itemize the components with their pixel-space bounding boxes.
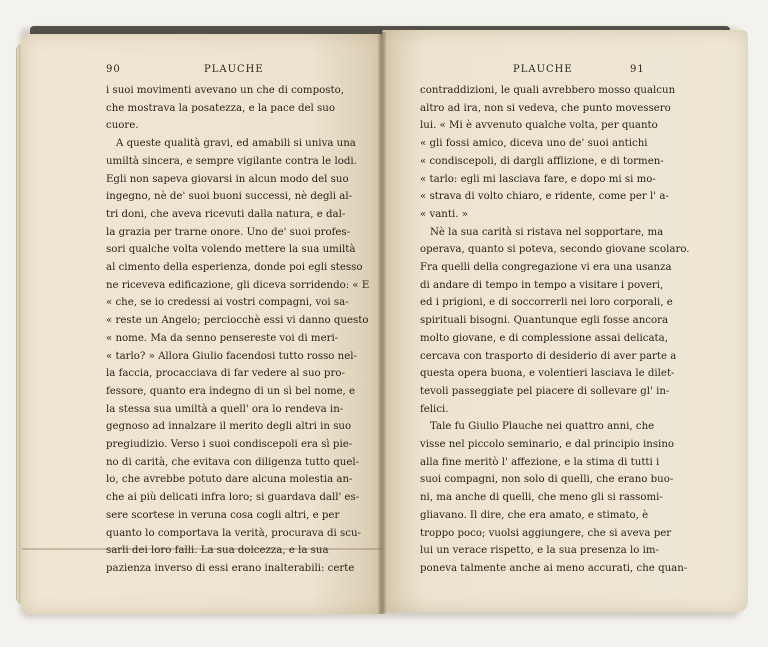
text-line: Fra quelli della congregazione vi era una usanza [420,262,672,274]
text-line: « tarlo? » Allora Giulio facendosi tutto rosso nel- [106,350,357,362]
text-line: quanto lo comportava la verità, procurava di scu- [106,527,361,539]
right-page-text [420,82,690,578]
text-line: gliavano. Il dire, che era amato, e stimato, è [420,509,649,521]
text-line: A queste qualità gravi, ed amabili si univa una [116,138,356,150]
text-line: cuore. [106,120,139,132]
text-line: lui. « Mi è avvenuto qualche volta, per quanto [420,120,658,132]
text-line: visse nel piccolo seminario, e dal principio insino [420,439,675,451]
text-line: cercava con trasporto di desiderio di aver parte a [420,350,677,362]
text-line: troppo poco; vuolsi aggiungere, che si aveva per [420,527,672,539]
text-line: « gli fossi amico, diceva uno de' suoi antichi [420,138,648,150]
text-line: pazienza inverso di essi erano inalterabili: certe [106,562,355,574]
text-line: fessore, quanto era indegno di un sì bel nome, e [106,385,356,397]
text-line: molto giovane, e di complessione assai delicata, [420,332,668,344]
left-running-head: PLAUCHE [204,64,264,75]
text-line: ingegno, nè de' suoi buoni successi, nè degli al- [106,191,353,203]
text-line: sere scortese in veruna cosa cogli altri, e per [106,509,340,521]
text-line: ni, ma anche di quelli, che meno gli si rassomi- [420,492,663,504]
text-line: suoi compagni, non solo di quelli, che erano buo- [420,474,674,486]
text-line: « tarlo: egli mi lasciava fare, e dopo mi si mo- [420,173,656,185]
text-line: questa opera buona, e volentieri lasciava le dilet- [420,368,675,380]
text-line: che mostrava la posatezza, e la pace del suo [106,102,335,114]
text-line: umiltà sincera, e sempre vigilante contra le lodi. [106,155,357,167]
text-line: spirituali bisogni. Quantunque egli fosse ancora [420,315,669,327]
right-running-head: PLAUCHE [513,64,573,75]
text-line: al cimento della esperienza, donde poi egli stesso [106,262,363,274]
text-line: operava, quanto si poteva, secondo giovane scolaro. [420,244,690,256]
text-line: sori qualche volta volendo mettere la sua umiltà [106,244,356,256]
text-line: « reste un Angelo; perciocchè essi vi danno questo [106,315,369,327]
text-line: contraddizioni, le quali avrebbero mosso qualcun [420,85,676,96]
text-line: altro ad ira, non si vedeva, che punto movessero [420,102,671,114]
text-line: lo, che avrebbe potuto dare alcuna molestia an- [106,474,353,486]
text-line: « che, se io credessi ai vostri compagni, voi sa- [106,297,349,309]
text-line: alla fine meritò l' affezione, e la stima di tutti i [420,456,660,468]
text-line: « vanti. » [420,208,468,220]
text-line: tri doni, che aveva ricevuti dalla natura, e dal- [106,208,346,220]
text-line: ne riceveva edificazione, gli diceva sorridendo: « E [106,279,370,291]
text-line: tevoli passeggiate pel piacere di sollevare gl' in- [420,385,670,397]
text-line: poneva talmente anche ai meno accurati, che quan- [420,562,688,574]
text-line: pregiudizio. Verso i suoi condiscepoli era sì pie- [106,439,353,451]
text-line: felici. [420,403,449,415]
right-page-number: 91 [630,64,645,75]
text-line: i suoi movimenti avevano un che di composto, [106,85,344,96]
text-line: no di carità, che evitava con diligenza tutto quel- [106,456,360,468]
text-line: Egli non sapeva giovarsi in alcun modo del suo [106,173,349,185]
text-line: lui un verace rispetto, e la sua presenza lo im- [420,545,659,557]
text-line: la faccia, procacciava di far vedere al suo pro- [106,368,345,380]
text-line: « nome. Ma da senno pensereste voi di meri- [106,332,339,344]
text-line: la stessa sua umiltà a quell' ora lo rendeva in- [106,403,344,415]
text-line: di andare di tempo in tempo a visitare i poveri, [420,279,664,291]
text-line: « condiscepoli, di dargli afflizione, e di tormen- [420,155,664,167]
text-line: la grazia per trarne onore. Uno de' suoi profes- [106,226,351,238]
text-line: Nè la sua carità si ristava nel sopportare, ma [430,226,664,238]
text-line: sarli dei loro falli. La sua dolcezza, e la sua [106,545,329,557]
text-line: gegnoso ad innalzare il merito degli altri in suo [106,421,352,433]
book-gutter [378,32,386,614]
left-page-number: 90 [106,64,121,75]
text-line: « strava di volto chiaro, e ridente, come per l' a- [420,191,669,203]
text-line: che ai più delicati infra loro; si guardava dall' es- [106,492,360,504]
left-page-text [106,82,370,578]
text-line: ed i prigioni, e di soccorrerli nei loro corporali, e [420,297,673,309]
text-line: Tale fu Giulio Plauche nei quattro anni, che [430,421,655,433]
